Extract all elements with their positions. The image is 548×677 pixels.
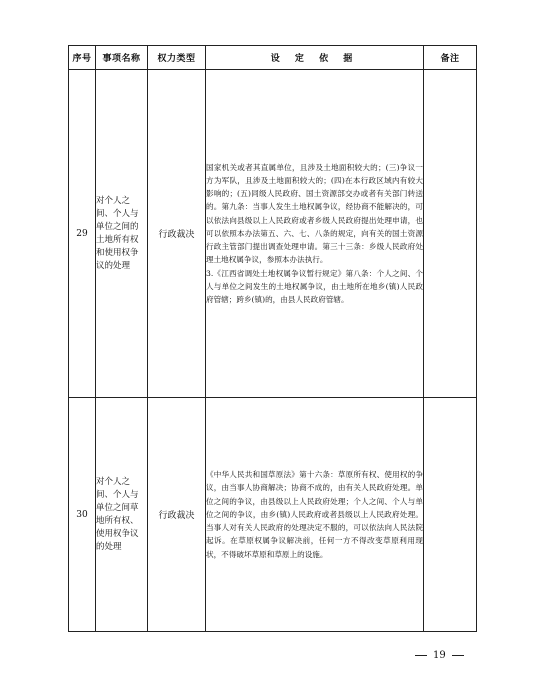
basis-paragraph: 国家机关或者其直属单位，且涉及土地面积较大的；(三)争议一方为军队，且涉及土地面积较大的；(四)在本行政区域内有较大影响的；(五)同级人民政府、国土资源部交办或者有关部门转送的。第九条：当事人发生土地权属争议，经协商不能解决的，可以依法向县级以上人民政府或者乡级人民政府提出处理申请，也可以依照本办法第五、六、七、八条的规定，向有关的国土资源行政主管部门提出调查处理申请。第三十三条：乡级人民政府处理土地权属争议，参照本办法执行。	[206, 162, 423, 265]
remarks-cell	[424, 398, 477, 632]
footer-dash	[452, 655, 464, 656]
table-row	[69, 70, 477, 398]
table-header-row	[69, 46, 477, 70]
footer-dash	[415, 655, 427, 656]
item-name: 对个人之间、个人与单位之间草地所有权、使用权争议的处理	[96, 476, 139, 552]
table-row	[69, 398, 477, 632]
legal-basis	[206, 70, 424, 398]
item-name: 对个人之间、个人与单位之间的土地所有权和使用权争议的处理	[96, 195, 139, 271]
row-number: 29	[69, 70, 96, 398]
header-basis: 设 定 依 据	[206, 46, 424, 70]
legal-basis	[206, 398, 424, 632]
row-number: 30	[69, 398, 96, 632]
power-type: 行政裁决	[148, 70, 206, 398]
header-no: 序号	[69, 46, 96, 70]
page-footer	[409, 650, 470, 661]
header-type: 权力类型	[148, 46, 206, 70]
header-name: 事项名称	[96, 46, 148, 70]
power-type: 行政裁决	[148, 398, 206, 632]
header-note: 备注	[424, 46, 477, 70]
basis-paragraph: 3.《江西省调处土地权属争议暂行规定》第八条：个人之间、个人与单位之间发生的土地权属争议，由土地所在地乡(镇)人民政府管辖；跨乡(镇)的，由县人民政府管辖。	[206, 268, 423, 304]
remarks-cell	[424, 70, 477, 398]
power-list-table	[68, 45, 477, 632]
basis-paragraph: 《中华人民共和国草原法》第十六条：草原所有权、使用权的争议，由当事人协商解决；协商不成的，由有关人民政府处理。单位之间的争议，由县级以上人民政府处理；个人之间、个人与单位之间的争议，由乡(镇)人民政府或者县级以上人民政府处理。当事人对有关人民政府的处理决定不服的，可以依法向人民法院起诉。在草原权属争议解决前，任何一方不得改变草原利用现状，不得破坏草原和草原上的设施。	[206, 470, 423, 559]
page-number: 19	[433, 650, 446, 661]
